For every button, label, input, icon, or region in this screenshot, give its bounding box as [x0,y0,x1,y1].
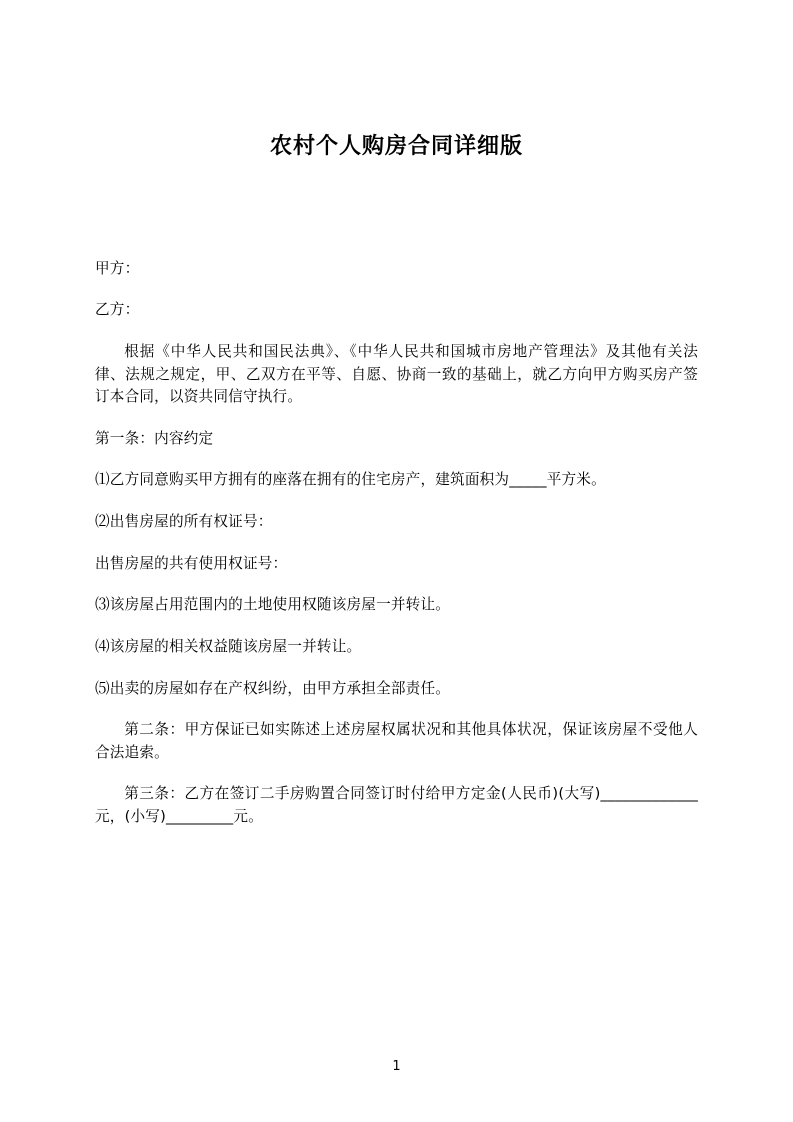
paragraph-article-1-item-4: ⑷该房屋的相关权益随该房屋一并转让。 [95,637,362,655]
paragraph-article-1-item-2b: 出售房屋的共有使用权证号： [95,554,288,572]
paragraph-article-2: 第二条：甲方保证已如实陈述上述房屋权属状况和其他具体状况，保证该房屋不受他人合法追索。 [95,721,698,761]
paragraph-article-1-title: 第一条：内容约定 [95,429,214,447]
paragraph-article-1-item-3: ⑶该房屋占用范围内的土地使用权随该房屋一并转让。 [95,596,451,614]
paragraph-article-1-item-5: ⑸出卖的房屋如存在产权纠纷，由甲方承担全部责任。 [95,679,451,697]
paragraph-preamble: 根据《中华人民共和国民法典》、《中华人民共和国城市房地产管理法》及其他有关法律、法规之规定，甲、乙双方在平等、自愿、协商一致的基础上，就乙方向甲方购买房产签订本合同，以资共同信守执行。 [95,343,698,406]
paragraph-party-a: 甲方： [95,259,140,277]
paragraph-article-1-item-1: ⑴乙方同意购买甲方拥有的座落在拥有的住宅房产，建筑面积为_____平方米。 [95,471,606,489]
page-number: 1 [392,1059,401,1074]
document-body [95,258,698,829]
paragraph-party-b: 乙方： [95,301,140,319]
paragraph-article-3: 第三条：乙方在签订二手房购置合同签订时付给甲方定金(人民币)(大写)_____________元，(小写)_________元。 [95,785,698,825]
page-title: 农村个人购房合同详细版 [269,134,523,159]
paragraph-article-1-item-2: ⑵出售房屋的所有权证号： [95,513,273,531]
